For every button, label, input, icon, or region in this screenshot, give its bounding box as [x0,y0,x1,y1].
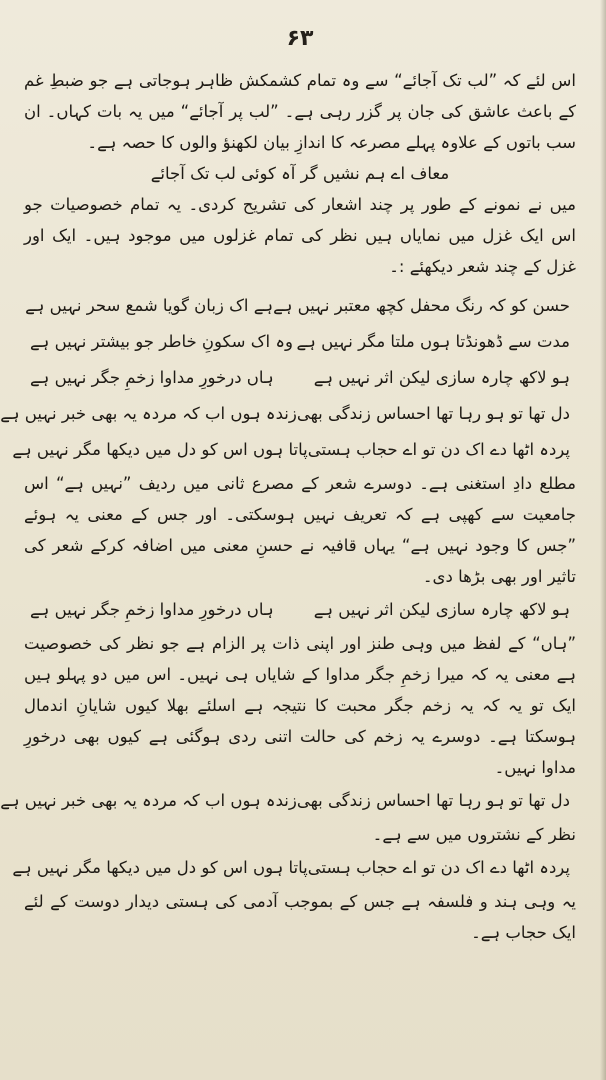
first-hemistich: حسن کو کہ رنگ محفل کچھ معتبر نہیں ہے [273,296,570,315]
couplet [0,783,576,819]
first-hemistich: پردہ اٹھا دے اک دن تو اے حجاب ہستی [307,440,570,459]
second-hemistich: ہے اک زبان گویا شمع سحر نہیں ہے [25,296,274,315]
paragraph-sample-ghazal: میں نے نمونے کے طور پر چند اشعار کی تشریح کردی۔ یہ تمام خصوصیات جو اس ایک غزل میں نمایاں ہیں نظر کی تمام غزلوں میں موجود ہیں۔ ایک اور غزل کے چند شعر دیکھئے :۔ [24,195,576,276]
paragraph-commentary-3: نظر کے نشتروں میں سے ہے۔ [372,825,576,844]
second-hemistich: زندہ ہوں اب کہ مردہ یہ بھی خبر نہیں ہے [0,404,297,423]
first-hemistich: ہو لاکھ چارہ سازی لیکن اثر نہیں ہے [313,600,570,619]
paragraph-intro: اس لئے کہ ”لب تک آجائے“ سے وہ تمام کشمکش ظاہر ہوجاتی ہے جو ضبطِ غم کے باعث عاشق کی جان پر گزر رہی ہے۔ ”لب پر آجائے“ میں یہ بات کہاں۔ ان سب باتوں کے علاوہ پہلے مصرعہ کا اندازِ بیان لکھنؤ والوں کا حصہ ہے۔ [24,71,576,152]
first-hemistich: پردہ اٹھا دے اک دن تو اے حجاب ہستی [307,858,570,877]
couplet [24,360,576,396]
first-hemistich: دل تھا تو ہو رہا تھا احساس زندگی بھی [296,791,570,810]
second-hemistich: پاتا ہوں اس کو دل میں دیکھا مگر نہیں ہے [12,858,308,877]
second-hemistich: ہاں درخورِ مداوا زخمِ جگر نہیں ہے [30,368,274,387]
paragraph-commentary-1: مطلع دادِ استغنی ہے۔ دوسرے شعر کے مصرع ثانی میں ردیف ”نہیں ہے“ اس جامعیت سے کھپی ہے کہ تعریف نہیں ہوسکتی۔ اور جس کے معنی یہ ہوئے ”جس کا وجود نہیں ہے“ یہاں قافیہ نے حسنِ معنی میں اضافہ کرکے شعر کی تاثیر اور بھی بڑھا دی۔ [24,474,576,586]
couplet [24,592,576,628]
second-hemistich: ہاں درخورِ مداوا زخمِ جگر نہیں ہے [30,600,274,619]
paragraph-commentary-2: ”ہاں“ کے لفظ میں وہی طنز اور اپنی ذات پر الزام ہے جو نظر کی خصوصیت ہے معنی یہ کہ میرا زخمِ جگر مداوا کے شایاں ہی نہیں۔ اس میں دو پہلو ہیں ایک تو یہ کہ یہ زخم جگر محبت کا نتیجہ ہے اسلئے بھلا کیوں شایانِ اندمال ہوسکتا ہے۔ دوسرے یہ زخم کی حالت اتنی ردی ہوگئی ہے کیوں بھی درخورِ مداوا نہیں۔ [24,634,576,777]
second-hemistich: پاتا ہوں اس کو دل میں دیکھا مگر نہیں ہے [12,440,308,459]
page-number: ۶۳ [286,26,314,51]
paragraph-commentary-4: یہ وہی ہند و فلسفہ ہے جس کے بموجب آدمی کی ہستی دیدار دوست کے لئے ایک حجاب ہے۔ [24,892,576,942]
first-hemistich: دل تھا تو ہو رہا تھا احساس زندگی بھی [296,404,570,423]
couplet [12,850,576,886]
couplet [24,324,576,360]
couplet [24,288,576,324]
page-edge-shadow [600,0,606,1080]
couplet [12,432,576,468]
couplet [0,396,576,432]
first-hemistich: مدت سے ڈھونڈتا ہوں ملتا مگر نہیں ہے [296,332,570,351]
second-hemistich: وہ اک سکونِ خاطر جو بیشتر نہیں ہے [30,332,293,351]
quoted-verse-line: معاف اے ہم نشیں گر آہ کوئی لب تک آجائے [150,164,450,183]
second-hemistich: زندہ ہوں اب کہ مردہ یہ بھی خبر نہیں ہے [0,791,297,810]
page-body [0,65,576,948]
first-hemistich: ہو لاکھ چارہ سازی لیکن اثر نہیں ہے [313,368,570,387]
